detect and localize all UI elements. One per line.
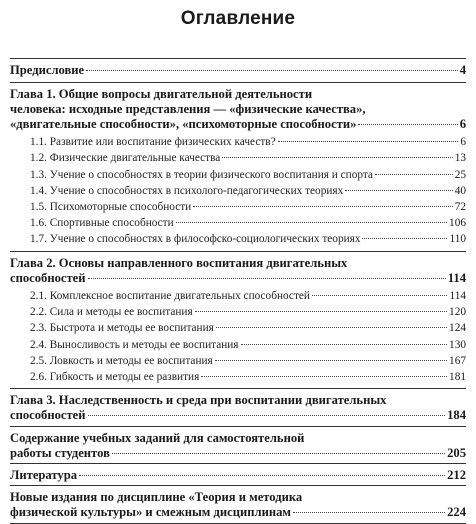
entry-title: 1.1. Развитие или воспитание физических качеств?	[30, 136, 276, 149]
entry-line	[10, 446, 466, 461]
entry-title: «двигательные способности», «психомоторные способности»	[10, 117, 357, 131]
entry-page: 106	[449, 217, 466, 230]
entry-page: 40	[454, 184, 466, 197]
dot-leader	[195, 311, 447, 312]
entry-line	[30, 337, 466, 353]
toc-entry-section[interactable]	[10, 320, 466, 336]
toc-entry-section[interactable]	[10, 134, 466, 150]
dot-leader	[193, 206, 452, 207]
toc-entry-back-matter[interactable]	[10, 486, 466, 522]
entry-title: 1.7. Учение о способностях в философско-социологических теориях	[30, 233, 361, 246]
dot-leader	[215, 360, 447, 361]
entry-title: 2.5. Ловкость и методы ее воспитания	[30, 354, 213, 367]
dot-leader	[375, 174, 453, 175]
entry-line	[30, 167, 466, 183]
entry-line	[30, 369, 466, 385]
toc-entry-section[interactable]	[10, 215, 466, 231]
entry-page: 4	[459, 63, 466, 77]
entry-line	[30, 183, 466, 199]
entry-title: работы студентов	[10, 445, 110, 460]
entry-title-line: Глава 2. Основы направленного воспитания двигательных	[10, 255, 348, 270]
toc-entry-back-matter[interactable]	[10, 464, 466, 485]
toc-entry-section[interactable]	[10, 337, 466, 353]
dot-leader	[88, 415, 446, 416]
entry-title-line: Глава 3. Наследственность и среда при воспитании двигательных	[10, 393, 387, 408]
entry-line	[30, 288, 466, 304]
dot-leader	[345, 190, 452, 191]
entry-line	[30, 199, 466, 215]
dot-leader	[312, 295, 448, 296]
dot-leader	[278, 141, 459, 142]
toc-entry-section[interactable]	[10, 288, 466, 304]
entry-page: 224	[447, 505, 466, 520]
toc-entry-preface[interactable]	[10, 59, 466, 82]
entry-title: Литература	[10, 468, 78, 483]
entry-title-line: Глава 1. Общие вопросы двигательной деятельности	[10, 86, 313, 101]
dot-leader	[86, 70, 458, 71]
entry-line	[10, 468, 466, 483]
toc-entry-section[interactable]	[10, 304, 466, 320]
entry-page: 114	[449, 290, 466, 303]
entry-title: 1.2. Физические двигательные качества	[30, 152, 221, 165]
entry-title: физической культуры» и смежным дисциплинам	[10, 505, 291, 520]
entry-page: 120	[449, 306, 466, 319]
dot-leader	[112, 453, 445, 454]
dot-leader	[79, 475, 445, 476]
entry-line	[30, 231, 466, 247]
dot-leader	[176, 222, 447, 223]
entry-page: 114	[447, 270, 466, 285]
entry-line	[30, 215, 466, 231]
toc-entry-section[interactable]	[10, 150, 466, 166]
entry-line	[30, 353, 466, 369]
entry-title-line: человека: исходные представления — «физические качества»,	[10, 101, 366, 116]
entry-line	[10, 271, 466, 286]
dot-leader	[88, 278, 446, 279]
toc-entry-back-matter[interactable]	[10, 427, 466, 463]
entry-title: 2.3. Быстрота и методы ее воспитания	[30, 322, 214, 335]
table-of-contents	[10, 58, 466, 524]
entry-title-line: Новые издания по дисциплине «Теория и методика	[10, 490, 303, 505]
entry-title: 2.4. Выносливость и методы ее воспитания	[30, 338, 239, 351]
chapters-list	[10, 83, 466, 427]
page-title: Оглавление	[180, 8, 296, 29]
dot-leader	[241, 344, 448, 345]
entry-line	[10, 117, 466, 132]
entry-page: 13	[454, 152, 466, 165]
entry-title: 1.5. Психомоторные способности	[30, 201, 192, 214]
entry-page: 205	[447, 445, 466, 460]
sections-list	[10, 288, 466, 388]
entry-title: способностей	[10, 270, 86, 285]
entry-page: 184	[447, 408, 466, 423]
back-matter-list	[10, 427, 466, 524]
toc-entry-section[interactable]	[10, 231, 466, 247]
entry-title: 1.6. Спортивные способности	[30, 217, 174, 230]
entry-title-line: Содержание учебных заданий для самостоятельной	[10, 430, 305, 445]
dot-leader	[201, 376, 447, 377]
entry-page: 167	[449, 354, 466, 367]
entry-page: 6	[459, 117, 466, 131]
entry-line	[30, 304, 466, 320]
entry-title: 2.6. Гибкость и методы ее развития	[30, 371, 200, 384]
dot-leader	[222, 157, 452, 158]
entry-title: Предисловие	[10, 63, 85, 77]
toc-entry-section[interactable]	[10, 199, 466, 215]
entry-page: 72	[454, 201, 466, 214]
entry-title: 2.1. Комплексное воспитание двигательных способностей	[30, 290, 310, 303]
entry-page: 124	[449, 322, 466, 335]
toc-entry-chapter-1[interactable]	[10, 83, 466, 135]
entry-page: 181	[449, 371, 466, 384]
toc-entry-section[interactable]	[10, 183, 466, 199]
entry-page: 25	[454, 168, 466, 181]
entry-page: 110	[449, 233, 466, 246]
toc-entry-chapter-2[interactable]	[10, 252, 466, 288]
entry-line	[10, 408, 466, 423]
entry-page: 130	[449, 338, 466, 351]
dot-leader	[362, 238, 447, 239]
entry-page: 212	[447, 468, 466, 483]
dot-leader	[358, 124, 457, 125]
entry-line	[30, 150, 466, 166]
entry-title: 2.2. Сила и методы ее воспитания	[30, 306, 193, 319]
dot-leader	[293, 512, 445, 513]
toc-entry-section[interactable]	[10, 167, 466, 183]
entry-title: способностей	[10, 408, 86, 423]
entry-title: 1.3. Учение о способностях в теории физического воспитания и спорта	[30, 168, 373, 181]
toc-entry-section[interactable]	[10, 369, 466, 385]
entry-page: 6	[460, 136, 466, 149]
entry-title: 1.4. Учение о способностях в психолого-педагогических теориях	[30, 184, 344, 197]
dot-leader	[216, 327, 447, 328]
entry-line	[30, 134, 466, 150]
sections-list	[10, 134, 466, 250]
toc-entry-chapter-3[interactable]	[10, 389, 466, 425]
entry-line	[30, 320, 466, 336]
toc-entry-section[interactable]	[10, 353, 466, 369]
